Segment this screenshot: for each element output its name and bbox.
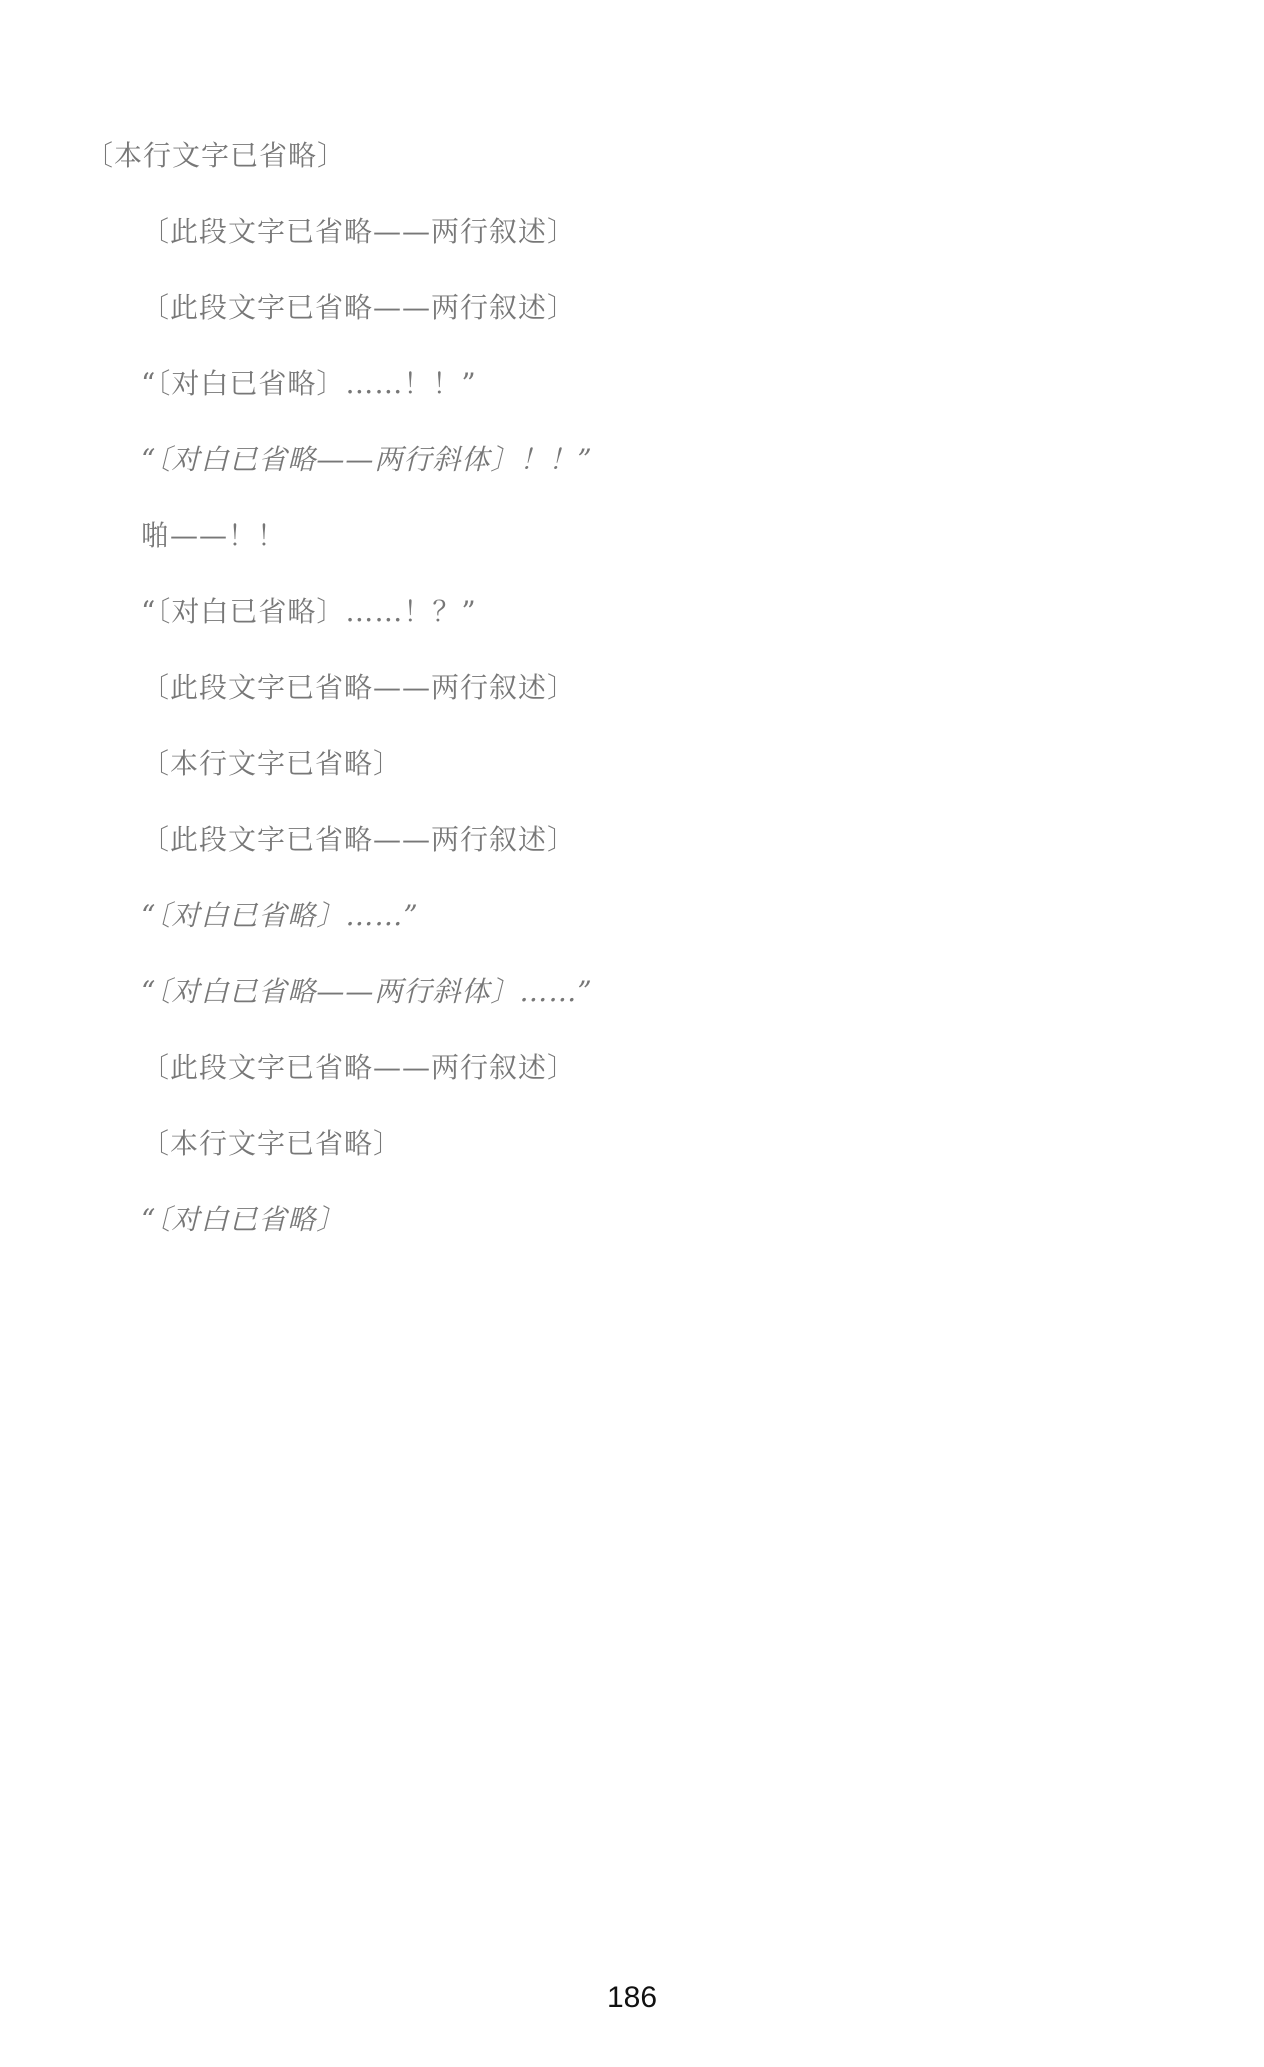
page-text-body	[85, 118, 1179, 1258]
paragraph-1: 〔本行文字已省略〕	[85, 139, 347, 172]
paragraph-3: 〔此段文字已省略——两行叙述〕	[141, 291, 577, 324]
paragraph-11: “〔对白已省略〕……”	[141, 899, 419, 932]
paragraph-9: 〔本行文字已省略〕	[141, 747, 403, 780]
paragraph-13: 〔此段文字已省略——两行叙述〕	[141, 1051, 577, 1084]
page-number: 186	[606, 1981, 658, 2014]
paragraph-12: “〔对白已省略——两行斜体〕……”	[141, 975, 593, 1008]
paragraph-8: 〔此段文字已省略——两行叙述〕	[141, 671, 577, 704]
paragraph-14: 〔本行文字已省略〕	[141, 1127, 403, 1160]
paragraph-2: 〔此段文字已省略——两行叙述〕	[141, 215, 577, 248]
paragraph-7: “〔对白已省略〕……！？”	[141, 595, 477, 628]
paragraph-5: “〔对白已省略——两行斜体〕！！”	[141, 443, 593, 476]
paragraph-6: 啪——！！	[141, 519, 287, 552]
paragraph-4: “〔对白已省略〕……！！”	[141, 367, 477, 400]
paragraph-10: 〔此段文字已省略——两行叙述〕	[141, 823, 577, 856]
paragraph-15: “〔对白已省略〕	[141, 1203, 346, 1236]
